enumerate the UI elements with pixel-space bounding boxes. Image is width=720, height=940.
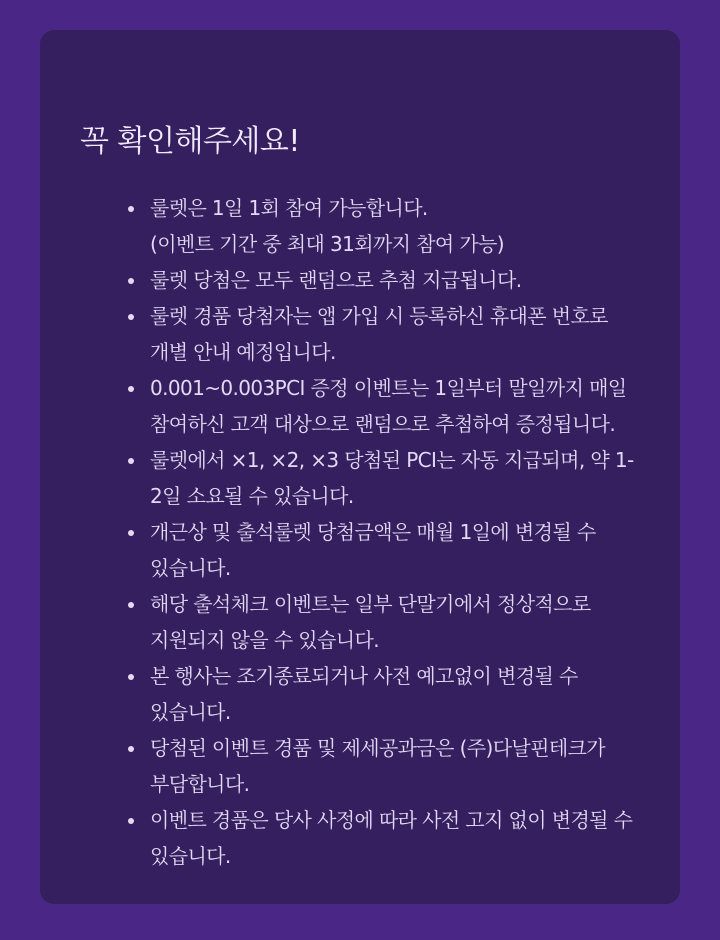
bullet-icon xyxy=(128,818,134,824)
list-item xyxy=(112,730,712,802)
notice-card xyxy=(40,30,680,904)
notice-text-line: 룰렛 경품 당첨자는 앱 가입 시 등록하신 휴대폰 번호로 xyxy=(150,304,608,328)
list-item xyxy=(112,262,712,298)
bullet-icon xyxy=(128,602,134,608)
bullet-icon xyxy=(128,674,134,680)
notice-text-line: 룰렛 당첨은 모두 랜덤으로 추첨 지급됩니다. xyxy=(150,268,522,292)
bullet-icon xyxy=(128,314,134,320)
bullet-icon xyxy=(128,386,134,392)
notice-text-line: 지원되지 않을 수 있습니다. xyxy=(150,628,379,652)
bullet-icon xyxy=(128,206,134,212)
list-item xyxy=(112,586,712,658)
notice-text-line: 당첨된 이벤트 경품 및 제세공과금은 (주)다날핀테크가 xyxy=(150,736,606,760)
list-item xyxy=(112,370,712,442)
notice-text-line: 2일 소요될 수 있습니다. xyxy=(150,484,354,508)
notice-text-line: 개근상 및 출석룰렛 당첨금액은 매월 1일에 변경될 수 xyxy=(150,520,596,544)
notice-list xyxy=(112,190,712,874)
notice-title: 꼭 확인해주세요! xyxy=(80,124,300,159)
list-item xyxy=(112,802,712,874)
notice-text-line: 해당 출석체크 이벤트는 일부 단말기에서 정상적으로 xyxy=(150,592,591,616)
notice-text-line: 룰렛에서 ×1, ×2, ×3 당첨된 PCI는 자동 지급되며, 약 1- xyxy=(150,448,634,472)
list-item xyxy=(112,298,712,370)
bullet-icon xyxy=(128,746,134,752)
list-item xyxy=(112,514,712,586)
list-item xyxy=(112,658,712,730)
list-item xyxy=(112,442,712,514)
notice-text-line: (이벤트 기간 중 최대 31회까지 참여 가능) xyxy=(150,232,504,256)
notice-text-line: 본 행사는 조기종료되거나 사전 예고없이 변경될 수 xyxy=(150,664,578,688)
notice-text-line: 있습니다. xyxy=(150,556,231,580)
notice-text-line: 이벤트 경품은 당사 사정에 따라 사전 고지 없이 변경될 수 xyxy=(150,808,633,832)
bullet-icon xyxy=(128,530,134,536)
notice-text-line: 있습니다. xyxy=(150,844,231,868)
notice-text-line: 있습니다. xyxy=(150,700,231,724)
notice-text-line: 0.001~0.003PCI 증정 이벤트는 1일부터 말일까지 매일 xyxy=(150,376,627,400)
list-item xyxy=(112,190,712,262)
bullet-icon xyxy=(128,278,134,284)
notice-text-line: 참여하신 고객 대상으로 랜덤으로 추첨하여 증정됩니다. xyxy=(150,412,616,436)
bullet-icon xyxy=(128,458,134,464)
notice-text-line: 개별 안내 예정입니다. xyxy=(150,340,336,364)
notice-text-line: 부담합니다. xyxy=(150,772,250,796)
notice-text-line: 룰렛은 1일 1회 참여 가능합니다. xyxy=(150,196,428,220)
